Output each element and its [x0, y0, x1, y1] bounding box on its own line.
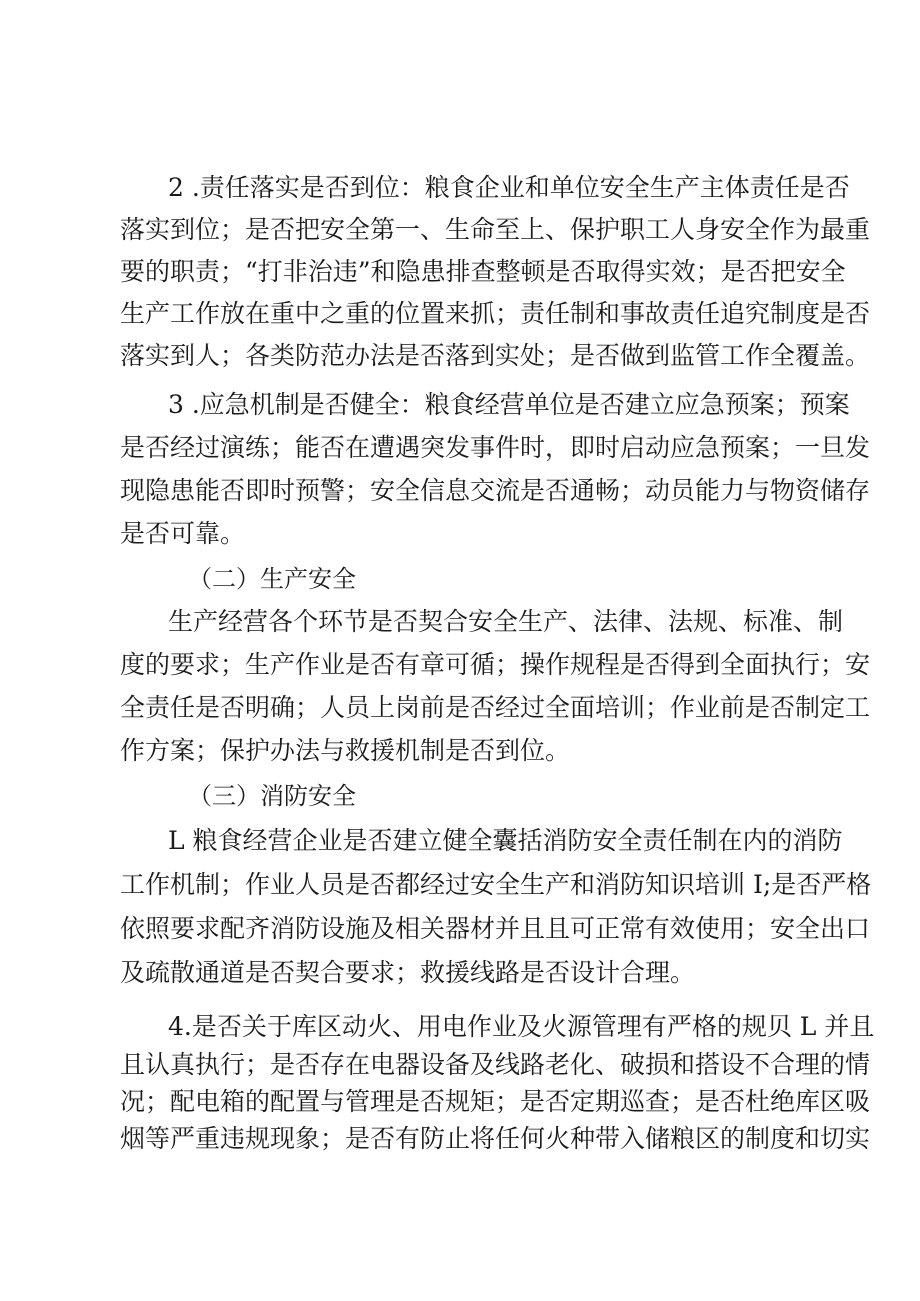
- item2-line-5: 落实到人；各类防范办法是否落到实处；是否做到监管工作全覆盖。: [120, 341, 871, 370]
- fire-line-1: L 粮食经营企业是否建立健全囊括消防安全责任制在内的消防: [168, 826, 843, 855]
- item4-line-1: 4.是否关于库区动火、用电作业及火源管理有严格的规贝 L 并且: [168, 1012, 875, 1041]
- item4-line-4: 烟等严重违规现象；是否有防止将任何火种带入储粮区的制度和切实: [120, 1124, 871, 1153]
- production-line-2: 度的要求；生产作业是否有章可循；操作规程是否得到全面执行；安: [120, 650, 871, 679]
- item2-line-1: 2 .责任落实是否到位：粮食企业和单位安全生产主体责任是否: [168, 173, 850, 202]
- section-heading-fire: （三）消防安全: [188, 782, 356, 810]
- item3-line-3: 现隐患能否即时预警；安全信息交流是否通畅；动员能力与物资储存: [120, 476, 871, 505]
- fire-line-2: 工作机制；作业人员是否都经过安全生产和消防知识培训 I;是否严格: [120, 870, 872, 899]
- production-line-3: 全责任是否明确；人员上岗前是否经过全面培训；作业前是否制定工: [120, 693, 871, 722]
- item3-line-1: 3 .应急机制是否健全：粮食经营单位是否建立应急预案；预案: [168, 390, 850, 419]
- item2-line-2: 落实到位；是否把安全第一、生命至上、保护职工人身安全作为最重: [120, 215, 871, 244]
- item2-line-3: 要的职责；“打非治违”和隐患排查整顿是否取得实效；是否把安全: [120, 257, 846, 286]
- fire-line-3: 依照要求配齐消防设施及相关器材并且且可正常有效使用；安全出口: [120, 914, 871, 943]
- fire-line-4: 及疏散通道是否契合要求；救援线路是否设计合理。: [120, 958, 696, 987]
- item4-line-2: 且认真执行；是否存在电器设备及线路老化、破损和搭设不合理的情: [120, 1050, 871, 1079]
- item2-line-4: 生产工作放在重中之重的位置来抓；责任制和事故责任追究制度是否: [120, 299, 871, 328]
- production-line-4: 作方案；保护办法与救援机制是否到位。: [120, 736, 571, 765]
- item4-line-3: 况；配电箱的配置与管理是否规矩；是否定期巡查；是否杜绝库区吸: [120, 1087, 871, 1116]
- item3-line-4: 是否可靠。: [120, 519, 246, 548]
- item3-line-2: 是否经过演练；能否在遭遇突发事件时，即时启动应急预案；一旦发: [120, 433, 871, 462]
- section-heading-production: （二）生产安全: [188, 565, 356, 593]
- production-line-1: 生产经营各个环节是否契合安全生产、法律、法规、标准、制: [168, 607, 844, 636]
